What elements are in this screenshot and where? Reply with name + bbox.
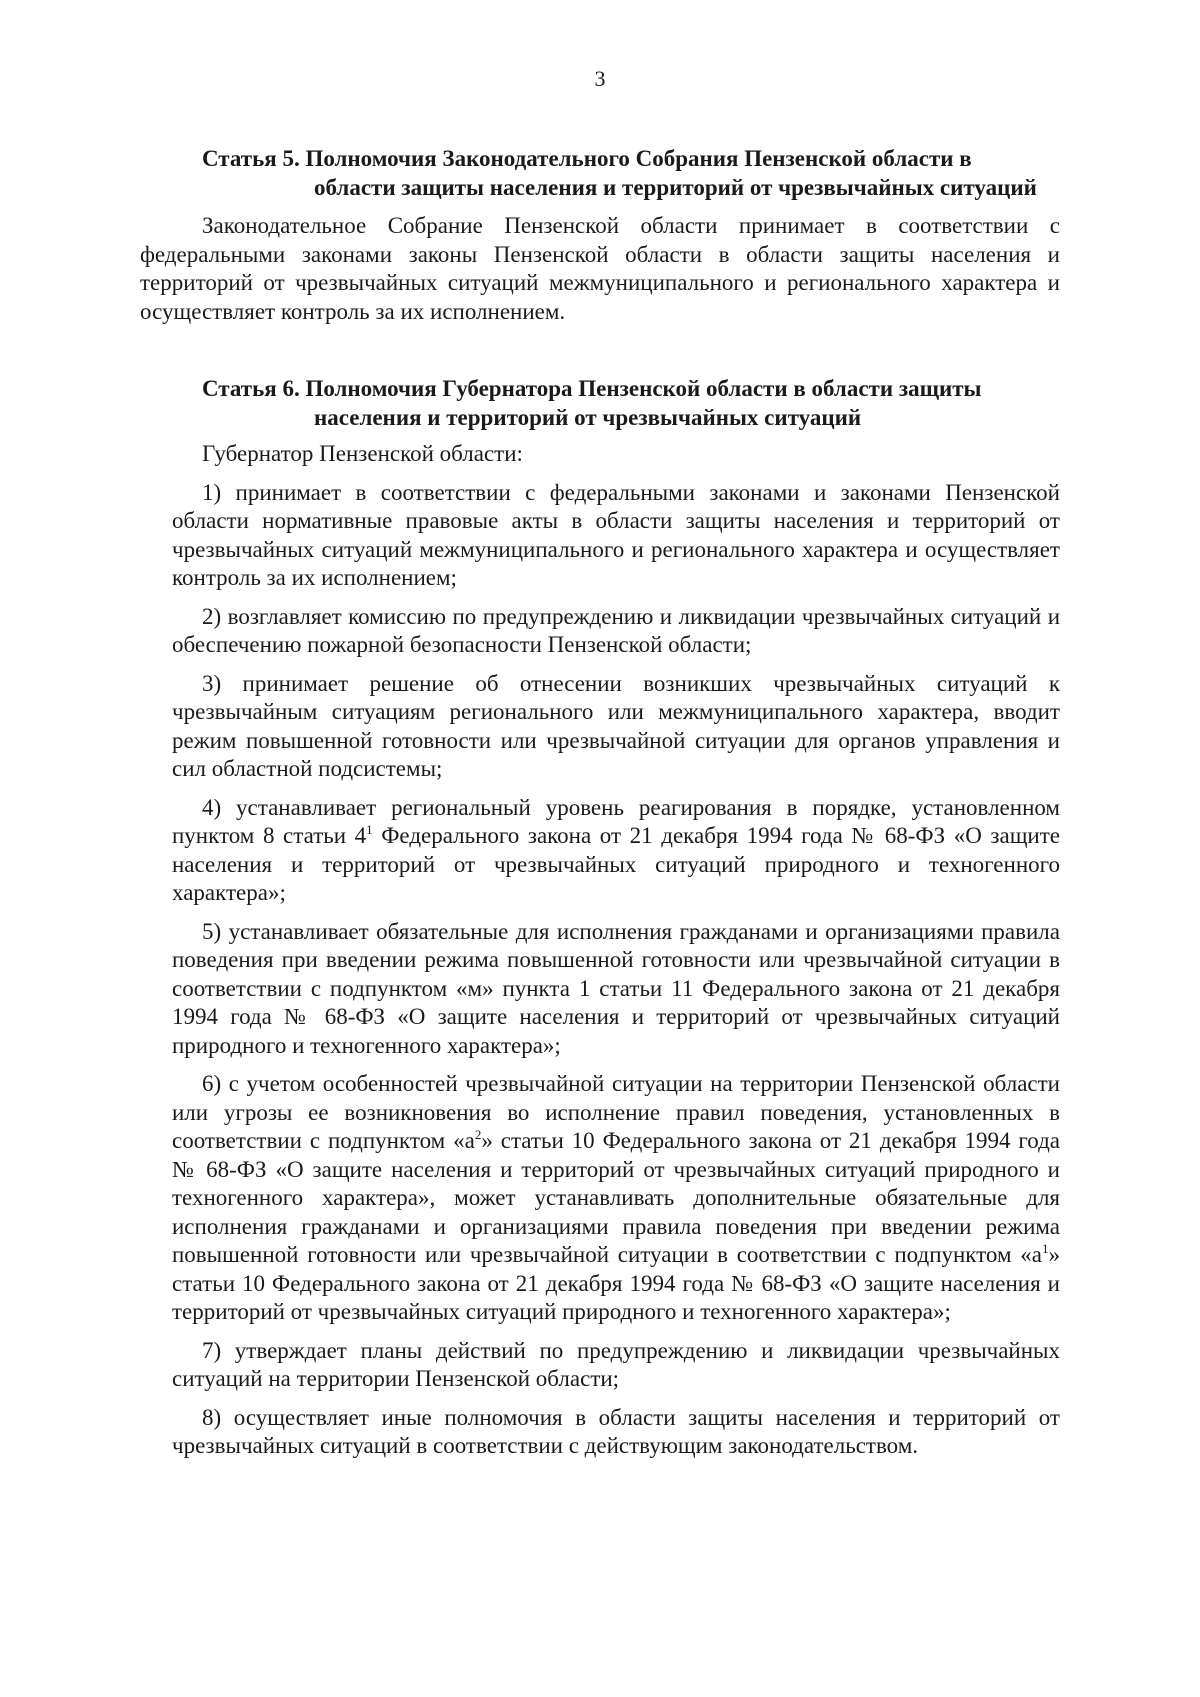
article-5-text: Законодательное Собрание Пензенской области принимает в соответствии с федеральными законами законы Пензенской области в области защиты населения и территорий от чрезвычайных ситуаций межмуниципального и регионального характера и осуществляет контроль за их исполнением. <box>140 213 1060 324</box>
list-item-7: 7) утверждает планы действий по предупреждению и ликвидации чрезвычайных ситуаций на территории Пензенской области; <box>172 1337 1060 1391</box>
list-item-2: 2) возглавляет комиссию по предупреждению и ликвидации чрезвычайных ситуаций и обеспечению пожарной безопасности Пензенской области; <box>172 603 1060 657</box>
list-item-4-text-b: Федерального закона от 21 декабря 1994 года № 68-ФЗ «О защите населения и территорий от чрезвычайных ситуаций природного и техногенного характера»; <box>172 823 1060 905</box>
list-item-3: 3) принимает решение об отнесении возникших чрезвычайных ситуаций к чрезвычайным ситуациям регионального или межмуниципального характера, вводит режим повышенной готовности или чрезвычайной ситуации для органов управления и сил областной подсистемы; <box>172 670 1060 781</box>
list-item-6-text-b: » статьи 10 Федерального закона от 21 декабря 1994 года № 68-ФЗ «О защите населения и территорий от чрезвычайных ситуаций природного и техногенного характера», может устанавливать дополнительные обязательные для исполнения гражданами и организациями правила поведения при введении режима повышенной готовности или чрезвычайной ситуации в соответствии с подпунктом «а <box>172 1128 1061 1267</box>
page-number: 3 <box>594 66 606 91</box>
list-item-6-text-c: » статьи 10 Федерального закона от 21 декабря 1994 года № 68-ФЗ «О защите населения и территорий от чрезвычайных ситуаций природного и техногенного характера»; <box>172 1242 1060 1324</box>
list-item-1: 1) принимает в соответствии с федеральными законами и законами Пензенской области нормативные правовые акты в области защиты населения и территорий от чрезвычайных ситуаций межмуниципального и регионального характера и осуществляет контроль за их исполнением; <box>172 479 1060 590</box>
article-5 <box>140 145 1060 326</box>
article-6-heading: Статья 6. Полномочия Губернатора Пензенской области в области защиты населения и территорий от чрезвычайных ситуаций <box>202 376 982 430</box>
list-item-6-superscript-2: 1 <box>1042 1241 1049 1256</box>
list-item-6-superscript-1: 2 <box>474 1127 482 1142</box>
list-item-6-text-a: 6) с учетом особенностей чрезвычайной ситуации на территории Пензенской области или угрозы ее возникновения во исполнение правил поведения, установленных в соответствии с подпунктом «а <box>172 1071 1060 1153</box>
list-item-4-superscript: 1 <box>366 822 373 837</box>
article-5-heading: Статья 5. Полномочия Законодательного Собрания Пензенской области в области защиты населения и территорий от чрезвычайных ситуаций <box>202 146 1037 200</box>
list-item-4-text-a: 4) устанавливает региональный уровень реагирования в порядке, установленном пунктом 8 статьи 4 <box>172 794 1060 848</box>
list-item-6 <box>172 1070 1060 1327</box>
article-6 <box>140 375 1060 1461</box>
list-item-8: 8) осуществляет иные полномочия в области защиты населения и территорий от чрезвычайных ситуаций в соответствии с действующим законодательством. <box>172 1404 1060 1458</box>
list-item-5: 5) устанавливает обязательные для исполнения гражданами и организациями правила поведения при введении режима повышенной готовности или чрезвычайной ситуации в соответствии с подпунктом «м» пункта 1 статьи 11 Федерального закона от 21 декабря 1994 года № 68-ФЗ «О защите населения и территорий от чрезвычайных ситуаций природного и техногенного характера»; <box>172 918 1060 1058</box>
article-6-lead: Губернатор Пензенской области: <box>202 441 523 466</box>
list-item-4 <box>172 794 1060 908</box>
